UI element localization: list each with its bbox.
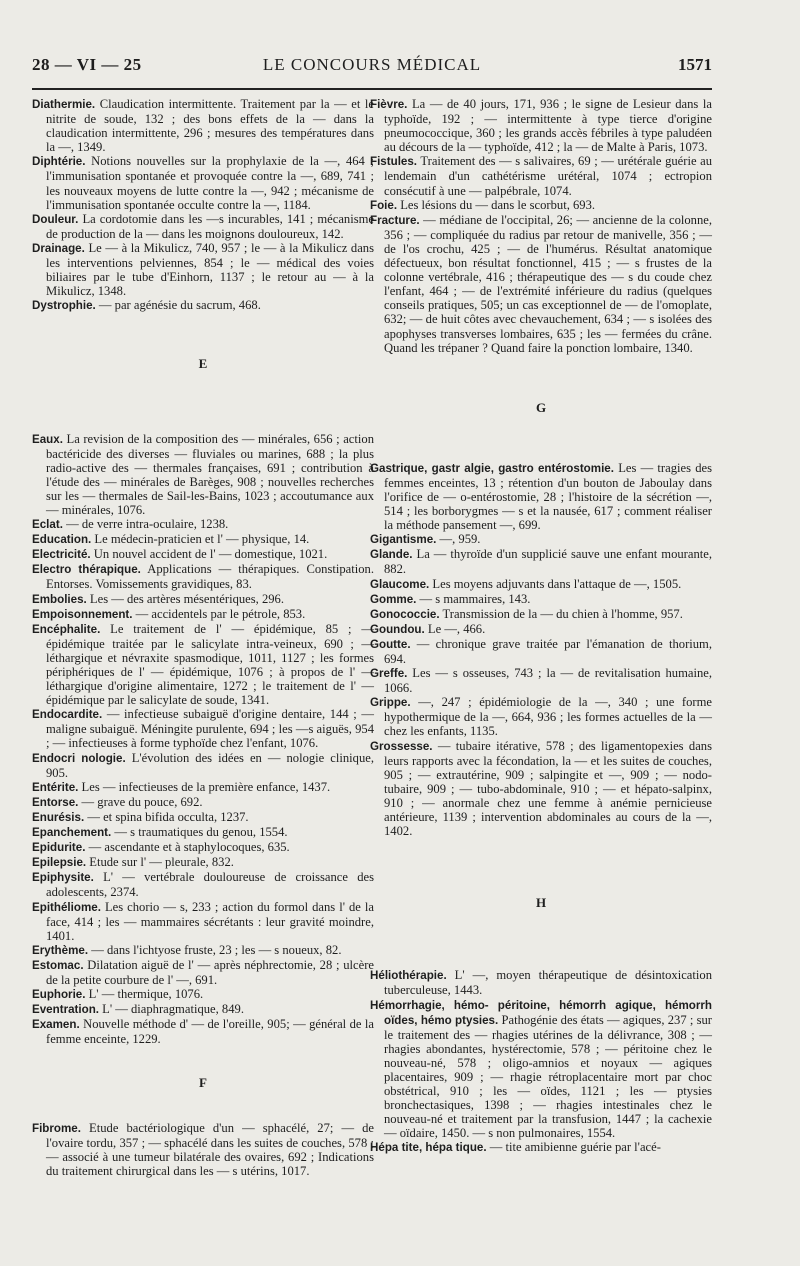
index-entry — [32, 517, 374, 532]
entry-text: — de verre intra-oculaire, 1238. — [62, 517, 229, 532]
entry-heading: Encéphalite. — [32, 622, 101, 636]
issue-date: 28 — VI — 25 — [32, 55, 142, 74]
right-column — [370, 97, 712, 1156]
index-entry — [32, 154, 374, 211]
entry-text: Les — s osseuses, 743 ; la — de revitalisation humaine, 1066. — [384, 666, 712, 696]
entry-text: — ascendante et à staphylocoques, 635. — [85, 840, 290, 855]
entry-text: Les — des artères mésentériques, 296. — [86, 591, 285, 606]
index-entry — [32, 840, 374, 855]
page-header — [32, 55, 712, 79]
entry-heading: Greffe. — [370, 667, 408, 681]
entry-text: Applications — thérapiques. Constipation. Entorses. Vomissements gravidiques, 83. — [46, 562, 374, 592]
entry-text: Les chorio — s, 233 ; action du formol dans l' de la face, 414 ; les — mammaires sécrétants : leur gravité moindre, 1401. — [46, 899, 374, 943]
entry-text: L' —, moyen thérapeutique de désintoxication tuberculeuse, 1443. — [384, 968, 712, 998]
index-entry — [32, 241, 374, 298]
index-entry — [32, 532, 374, 547]
index-entry — [32, 298, 374, 313]
index-entry — [32, 958, 374, 987]
entry-heading: Fièvre. — [370, 98, 408, 111]
index-entry — [370, 461, 712, 532]
index-entry — [370, 998, 712, 1141]
index-entry — [32, 592, 374, 607]
entry-heading: Estomac. — [32, 958, 84, 972]
index-entry — [370, 739, 712, 839]
entry-text: — infectieuse subaiguë d'origine dentaire, 144 ; — maligne subaiguë. Méningite purulente, 694 ; les —s aiguës, 954 ; — infectieuses à forme typhoïde chez l'enfant, 1076. — [46, 707, 374, 751]
entry-text: Les — tragies des femmes enceintes, 13 ; rétention d'un bouton de Jaboulay dans l'orifice de — o-entérostomie, 28 ; l'histoire de la sécrétion —, 514 ; les borborygmes — s et la nausée, 617 ; comment réaliser la méthode pansement —, 699. — [384, 460, 712, 533]
entry-heading: Gonococcie. — [370, 607, 440, 621]
index-entry — [370, 666, 712, 695]
entry-heading: Embolies. — [32, 592, 87, 606]
entry-heading: Glaucome. — [370, 577, 430, 591]
entry-heading: Examen. — [32, 1018, 80, 1032]
entry-text: La cordotomie dans les —s incurables, 141 ; mécanisme de production de la — dans les moignons douloureux, 142. — [46, 211, 374, 241]
entry-heading: Foie. — [370, 198, 398, 212]
entry-heading: Epiphysite. — [32, 871, 94, 885]
entry-heading: Electricité. — [32, 548, 91, 562]
index-entry — [32, 607, 374, 622]
entry-text: Les lésions du — dans le scorbut, 693. — [397, 197, 596, 212]
entry-heading: Euphorie. — [32, 988, 86, 1002]
entry-heading: Drainage. — [32, 241, 85, 255]
index-entry — [32, 562, 374, 591]
index-entry — [32, 987, 374, 1002]
index-entry — [370, 592, 712, 607]
entry-heading: Hémorrhagie, hémo- péritoine, hémorrh agique, hémorrh oïdes, hémo ptysies. — [370, 998, 712, 1027]
entry-text: Notions nouvelles sur la prophylaxie de la —, 464 ; l'immunisation spontanée et provoquée contre la —, 689, 741 ; les nouveaux moyens de lutte contre la —, 942 ; mécanisme de l'immunisation spontanée occulte contre la —, 1184. — [46, 154, 374, 212]
entry-text: L' — vertébrale douloureuse de croissance des adolescents, 2374. — [46, 870, 374, 900]
index-entry — [32, 1017, 374, 1046]
entry-text: Le — à la Mikulicz, 740, 957 ; le — à la Mikulicz dans les interventions pelviennes, 854 ; le — médical des voies biliaires par le tube d'Einhorn, 1137 ; le retour au — à la Mikulicz, 1348. — [46, 240, 374, 299]
index-entry — [370, 695, 712, 738]
index-entry — [32, 622, 374, 708]
index-entry — [32, 212, 374, 241]
index-entry — [32, 751, 374, 780]
index-entry — [32, 432, 374, 518]
entry-heading: Goundou. — [370, 622, 425, 636]
entry-heading: Gomme. — [370, 592, 417, 606]
entry-text: Le traitement de l' — épidémique, 85 ; — épidémique traitée par le salicylate intra-veineux, 690 ; — léthargique et névraxite spasmodique, 1011, 1127 ; les formes périphériques de l' — épidémique, 1076 ; à propos de l' — léthargique d'origine alimentaire, 1272 ; le traitement de l' — épidémique par le salicylate de soude, 1341. — [46, 621, 374, 708]
index-entry — [32, 900, 374, 943]
index-entry — [370, 577, 712, 592]
index-entry — [32, 825, 374, 840]
entry-text: L' — diaphragmatique, 849. — [99, 1002, 244, 1017]
index-entry — [32, 855, 374, 870]
entry-text: Transmission de la — du chien à l'homme, 957. — [439, 606, 683, 621]
entry-heading: Empoisonnement. — [32, 607, 133, 621]
index-entry — [370, 547, 712, 576]
entry-heading: Douleur. — [32, 212, 79, 226]
entry-heading: Diathermie. — [32, 98, 96, 111]
entry-text: — médiane de l'occipital, 26; — ancienne de la colonne, 356 ; — compliquée du radius par retour de manivelle, 356 ; — de l'os crochu, 425 ; — de l'humérus. Résultat anatomique défectueux, bon résultat fonctionnel, 415 ; — s frustes de la colonne vertébrale, 416 ; thérapeutique des — s du coude chez l'enfant, 464 ; — de l'extrémité inférieure du radius (quelques conseils pratiques, 505; un cas exceptionnel de — de l'omoplate, 632; — de huit côtes avec chevauchement, 634 ; — s isolées des apophyses transverses lombaires, 635 ; les — fermées du crâne. Quand les trépaner ? Quand faire la ponction lombaire, 1340. — [384, 212, 712, 355]
index-entry — [32, 780, 374, 795]
entry-heading: Entorse. — [32, 795, 79, 809]
page-number: 1571 — [678, 55, 712, 74]
entry-text: Les — infectieuses de la première enfance, 1437. — [78, 779, 331, 794]
entry-heading: Gigantisme. — [370, 533, 437, 547]
entry-text: Etude sur l' — pleurale, 832. — [86, 855, 234, 870]
entry-text: L'évolution des idées en — nologie clinique, 905. — [46, 750, 374, 780]
index-entry — [32, 870, 374, 899]
index-entry — [32, 547, 374, 562]
entry-heading: Fracture. — [370, 213, 420, 227]
entry-heading: Endocardite. — [32, 708, 103, 722]
entry-heading: Education. — [32, 533, 92, 547]
index-entry — [370, 1140, 712, 1155]
entry-text: La — de 40 jours, 171, 936 ; le signe de Lesieur dans la typhoïde, 192 ; — intermittente à type tierce d'origine pneumococcique, 360 ; les grands accès fébriles à type paludéen au décours de la — typhoïde, 412 ; la — de Malte à Paris, 1073. — [384, 97, 712, 155]
entry-text: —, 959. — [436, 532, 481, 547]
entry-heading: Eaux. — [32, 432, 63, 446]
entry-text: L' — thermique, 1076. — [85, 987, 204, 1002]
entry-text: La revision de la composition des — minérales, 656 ; action bactéricide des diverses — fluviales ou marines, 688 ; la plus radio-active des — thermales françaises, 691 ; contribution à l'étude des — minérales de Barèges, 908 ; nouvelles recherches sur les — thermales de Sail-les-Bains, 1023 ; accoutumance aux — minérales, 1076. — [46, 431, 374, 517]
entry-heading: Erythème. — [32, 943, 89, 957]
entry-text: Un nouvel accident de l' — domestique, 1021. — [90, 547, 328, 562]
entry-text: — tubaire itérative, 578 ; des ligamentopexies dans leurs rapports avec la fécondation, la — et les suites de couches, 905 ; — extrautérine, 909 ; salpingite et —, 909 ; — nodo-tubaire, 909 ; — tubo-abdominale, 910 ; — et hépato-salpinx, 910 ; — anormale chez une femme à anémie pernicieuse antérieure, 1139 ; intervention abdominales au cours de la —, 1402. — [384, 738, 712, 839]
index-entry — [370, 154, 712, 197]
entry-text: — s traumatiques du genou, 1554. — [111, 825, 288, 840]
entry-text: — s mammaires, 143. — [416, 591, 531, 606]
index-entry — [32, 810, 374, 825]
entry-heading: Electro thérapique. — [32, 563, 141, 577]
entry-text: Le —, 466. — [424, 621, 486, 636]
entry-heading: Endocri nologie. — [32, 751, 126, 765]
entry-heading: Héliothérapie. — [370, 969, 447, 983]
entry-heading: Entérite. — [32, 780, 79, 794]
entry-heading: Fistules. — [370, 155, 418, 169]
index-entry — [32, 1121, 374, 1178]
index-entry — [370, 968, 712, 997]
entry-heading: Goutte. — [370, 637, 411, 651]
entry-text: Pathogénie des états — agiques, 237 ; sur le traitement des — rhagies utérines de la délivrance, 308 ; — rhagies abondantes, hystérectomie, 578 ; — péritoine chez le nouveau-né, 578 ; oligo-amnios et noyaux — agiques placentaires, 909 ; — rhagie rétroplacentaire mort par choc obstétrical, 910 ; les — oïdes, 1121 ; les — ptysies bronchectasiques, 1398 ; — rhagies intestinales chez le nouveau-né et traitement par la transfusion, 1447 ; la cachexie — oïdaire, 1450. — s non pulmonaires, 1554. — [384, 1012, 712, 1141]
entry-text: Etude bactériologique d'un — sphacélé, 27; — de l'ovaire tordu, 357 ; — sphacélé dans les suites de couches, 578 ; — associé à une tumeur bilatérale des ovaires, 692 ; Indications du traitement chirurgical dans les — s utérins, 1017. — [46, 1120, 374, 1178]
entry-text: — accidentels par le pétrole, 853. — [132, 606, 306, 621]
entry-heading: Epithéliome. — [32, 900, 101, 914]
index-entry — [32, 943, 374, 958]
index-entry — [32, 707, 374, 750]
section-letter: G — [535, 399, 547, 415]
entry-heading: Epanchement. — [32, 826, 112, 840]
index-entry — [370, 213, 712, 355]
entry-heading: Epidurite. — [32, 841, 86, 855]
section-letter: E — [198, 356, 208, 372]
entry-text: Dilatation aiguë de l' — après néphrectomie, 28 ; ulcère de la petite courbure de l' —, 691. — [46, 957, 374, 987]
left-column — [32, 97, 374, 1178]
entry-heading: Glande. — [370, 548, 413, 562]
entry-heading: Hépa tite, hépa tique. — [370, 1141, 487, 1155]
index-entry — [370, 607, 712, 622]
entry-text: — dans l'ichtyose fruste, 23 ; les — s noueux, 82. — [88, 942, 342, 957]
entry-heading: Enurésis. — [32, 810, 85, 824]
entry-text: Le médecin-praticien et l' — physique, 14. — [91, 532, 310, 547]
journal-title: LE CONCOURS MÉDICAL — [262, 55, 482, 74]
entry-heading: Gastrique, gastr algie, gastro entérostomie. — [370, 461, 614, 475]
index-entry — [370, 97, 712, 154]
entry-heading: Eventration. — [32, 1003, 99, 1017]
entry-text: — tite amibienne guérie par l'acé- — [486, 1140, 661, 1155]
index-entry — [32, 1002, 374, 1017]
entry-text: — par agénésie du sacrum, 468. — [95, 298, 261, 313]
index-entry — [32, 795, 374, 810]
entry-text: — chronique grave traitée par l'émanation de thorium, 694. — [384, 636, 712, 666]
entry-text: — grave du pouce, 692. — [78, 794, 203, 809]
entry-heading: Grippe. — [370, 696, 411, 710]
entry-heading: Eclat. — [32, 518, 63, 532]
entry-heading: Epilepsie. — [32, 856, 87, 870]
section-letter: F — [199, 1075, 207, 1091]
index-entry — [32, 97, 374, 154]
index-entry — [370, 532, 712, 547]
entry-text: Les moyens adjuvants dans l'attaque de —, 1505. — [429, 576, 682, 591]
entry-heading: Fibrome. — [32, 1121, 81, 1135]
entry-text: —, 247 ; épidémiologie de la —, 340 ; une forme hypothermique de la —, 664, 936 ; les formes actuelles de la — chez les enfants, 1135. — [384, 695, 712, 739]
index-entry — [370, 198, 712, 213]
entry-text: Traitement des — s salivaires, 69 ; — urétérale guérie au lendemain d'un cathétérisme urétéral, 1074 ; ectropion consécutif à une — palpébrale, 1074. — [384, 154, 712, 198]
entry-text: Claudication intermittente. Traitement par la — et le nitrite de soude, 132 ; des bons effets de la — dans la claudication intermittente, 296 ; mesures des températures dans la —, 1349. — [46, 97, 374, 155]
entry-text: — et spina bifida occulta, 1237. — [84, 809, 249, 824]
entry-heading: Diphtérie. — [32, 155, 86, 169]
entry-heading: Grossesse. — [370, 739, 433, 753]
index-entry — [370, 622, 712, 637]
entry-text: Nouvelle méthode d' — de l'oreille, 905; — général de la femme enceinte, 1229. — [46, 1017, 374, 1047]
index-entry — [370, 637, 712, 666]
entry-text: La — thyroïde d'un supplicié sauve une enfant mourante, 882. — [384, 547, 712, 577]
entry-heading: Dystrophie. — [32, 299, 96, 313]
header-rule — [32, 88, 712, 90]
section-letter: H — [535, 895, 547, 911]
